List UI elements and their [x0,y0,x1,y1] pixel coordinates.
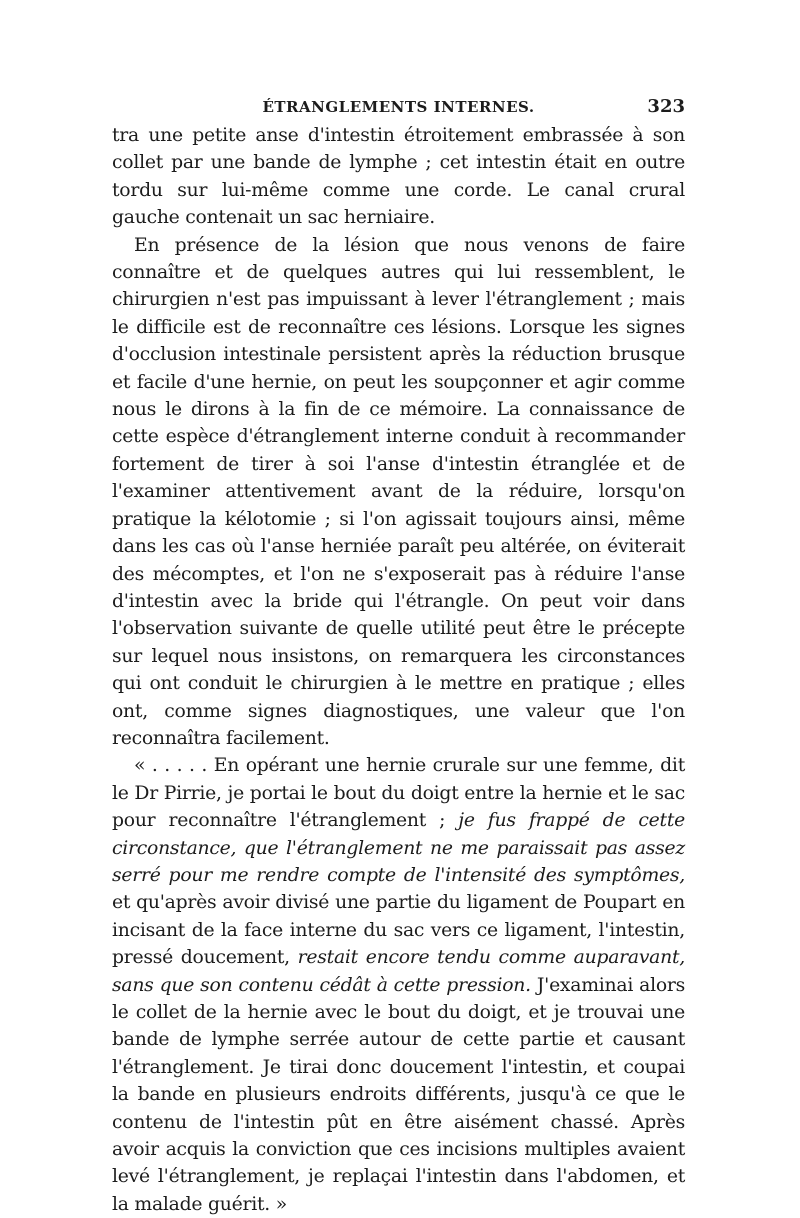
page-number: 323 [647,96,685,117]
body-text [112,122,685,1218]
paragraph-main: En présence de la lésion que nous venons de faire connaître et de quelques autres qui lui ressemblent, le chirurgien n'est pas impuissant à lever l'étranglement ; mais le difficile est de reconnaître ces lésions. Lorsque les signes d'occlusion intestinale persistent après la réduction brusque et facile d'une hernie, on peut les soupçonner et agir comme nous le dirons à la fin de ce mémoire. La connaissance de cette espèce d'étranglement interne conduit à recommander fortement de tirer à soi l'anse d'intestin étranglée et de l'examiner attentivement avant de la réduire, lorsqu'on pratique la kélotomie ; si l'on agissait toujours ainsi, même dans les cas où l'anse herniée paraît peu altérée, on éviterait des mécomptes, et l'on ne s'exposerait pas à réduire l'anse d'intestin avec la bride qui l'étrangle. On peut voir dans l'observation suivante de quelle utilité peut être le précepte sur lequel nous insistons, on remarquera les circonstances qui ont conduit le chirurgien à le mettre en pratique ; elles ont, comme signes diagnostiques, une valeur que l'on reconnaîtra facilement. [112,234,685,749]
running-title: ÉTRANGLEMENTS INTERNES. [262,98,535,116]
quote-segment: et qu'après avoir divisé une partie du ligament de Poupart en incisant de la face interne du sac vers ce ligament, l'intestin, pressé doucement, [112,892,685,969]
quote-segment: J'examinai alors le collet de la hernie avec le bout du doigt, et je trouvai une bande de lymphe serrée autour de cette partie et causant l'étranglement. Je tirai donc doucement l'intestin, et coupai la bande en plusieurs endroits différents, jusqu'à ce que le contenu de l'intestin pût en être aisément chassé. Après avoir acquis la conviction que ces incisions multiples avaient levé l'étranglement, je replaçai l'intestin dans l'abdomen, et la malade guérit. » [112,974,686,1215]
quote-segment: « . . . . . En opérant une hernie crurale sur une femme, dit le Dr Pirrie, je portai le bout du doigt entre la hernie et le sac pour reconnaître l'étranglement ; [112,755,685,832]
quote-italic-segment: restait encore tendu comme auparavant, sans que son contenu cédât à cette pression. [112,947,685,996]
quoted-observation [112,752,685,1218]
quote-italic-segment: je fus frappé de cette circonstance, que l'étranglement ne me paraissait pas assez serré pour me rendre compte de l'intensité des symptômes, [112,810,685,886]
paragraph-continuation: tra une petite anse d'intestin étroitement embrassée à son collet par une bande de lymphe ; cet intestin était en outre tordu sur lui-même comme une corde. Le canal crural gauche contenait un sac herniaire. [112,125,685,229]
page-header [112,94,685,120]
